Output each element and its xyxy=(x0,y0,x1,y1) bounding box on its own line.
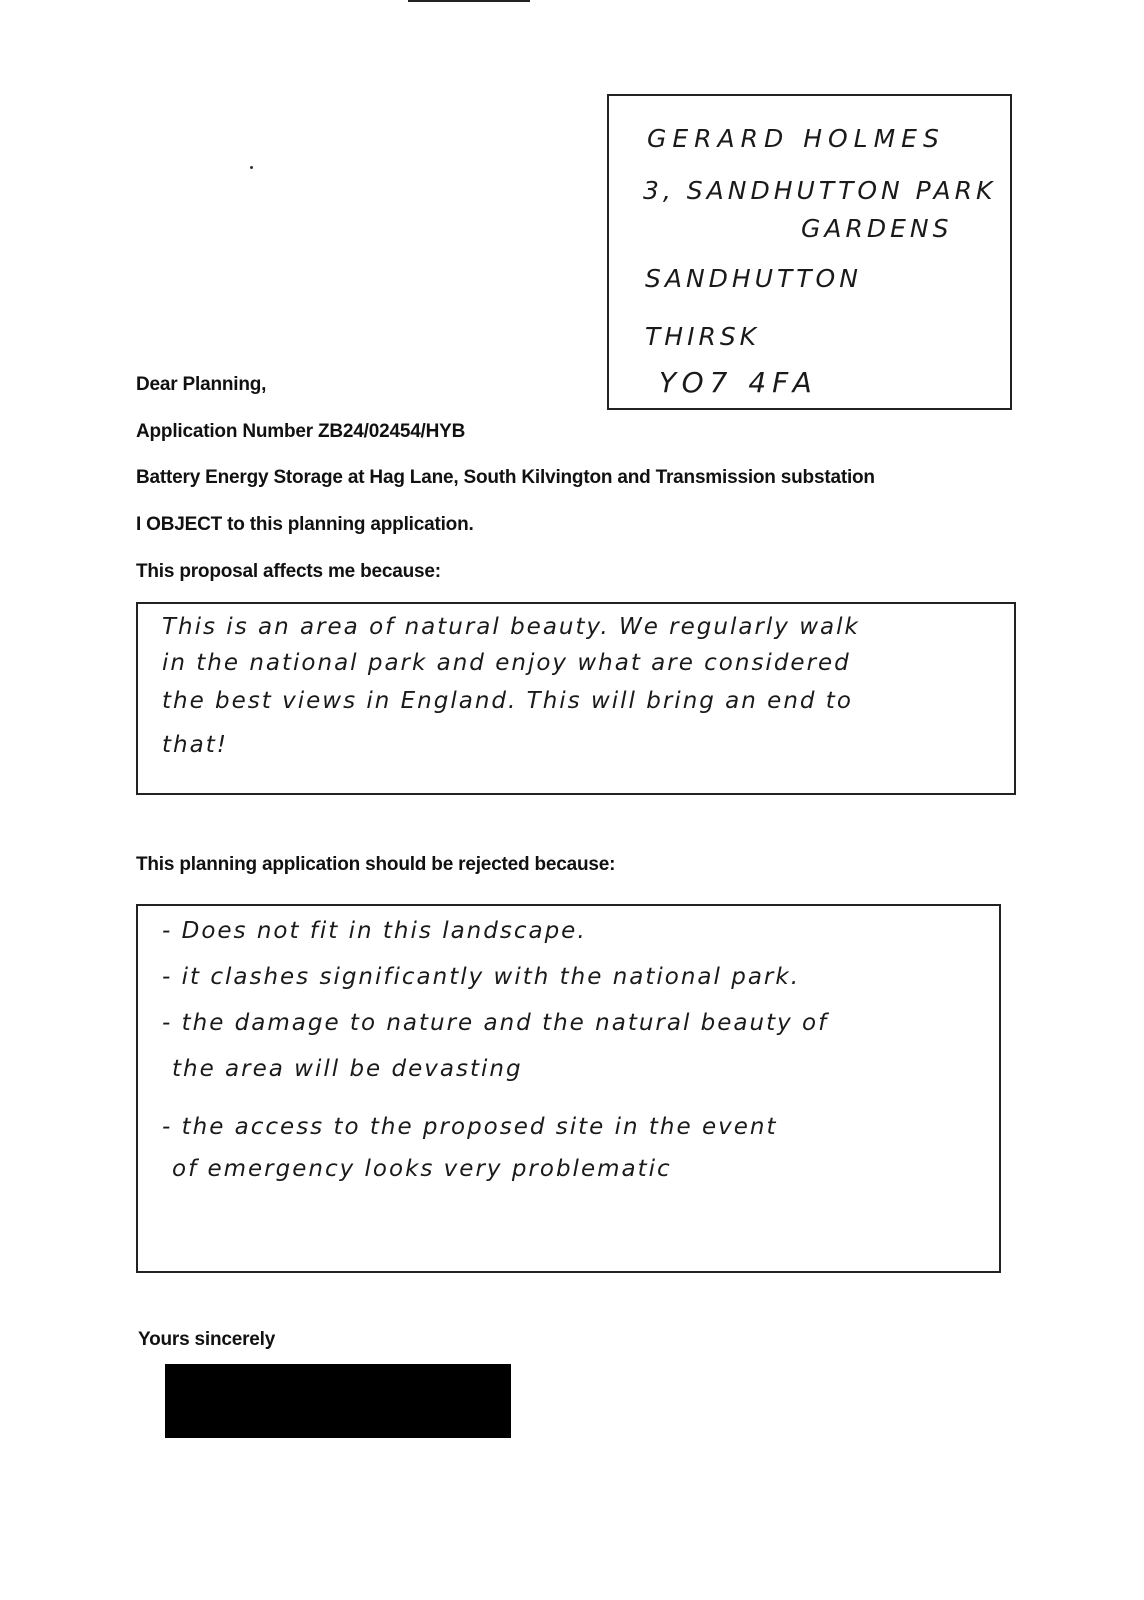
objection-statement: I OBJECT to this planning application. xyxy=(136,514,474,535)
application-subject: Battery Energy Storage at Hag Lane, South Kilvington and Transmission substation xyxy=(136,467,875,488)
rejected-heading: This planning application should be rejected because: xyxy=(136,854,616,875)
rejected-line-4: the area will be devasting xyxy=(172,1056,523,1082)
rejected-line-3: - the damage to nature and the natural beauty of xyxy=(162,1010,829,1036)
rejected-line-2: - it clashes significantly with the national park. xyxy=(162,964,801,990)
affects-line-1: This is an area of natural beauty. We regularly walk xyxy=(162,614,860,640)
salutation: Dear Planning, xyxy=(136,374,267,395)
affects-answer-box xyxy=(136,602,1016,795)
affects-line-4: that! xyxy=(162,732,228,758)
rejected-line-6: of emergency looks very problematic xyxy=(172,1156,672,1182)
affects-line-2: in the national park and enjoy what are considered xyxy=(162,650,851,676)
rejected-line-5: - the access to the proposed site in the event xyxy=(162,1114,778,1140)
closing: Yours sincerely xyxy=(138,1329,276,1350)
address-city: THIRSK xyxy=(645,322,761,351)
affects-line-3: the best views in England. This will bring an end to xyxy=(162,688,853,714)
address-box xyxy=(607,94,1012,410)
rejected-answer-box xyxy=(136,904,1001,1273)
redacted-signature xyxy=(165,1364,511,1438)
address-postcode: YO7 4FA xyxy=(659,366,818,399)
address-town: SANDHUTTON xyxy=(645,264,862,293)
rejected-line-1: - Does not fit in this landscape. xyxy=(162,918,587,944)
address-line-1: 3, SANDHUTTON PARK xyxy=(643,176,997,205)
application-number: Application Number ZB24/02454/HYB xyxy=(136,421,466,442)
top-edge-mark xyxy=(408,0,530,2)
address-line-2: GARDENS xyxy=(801,214,953,243)
sender-name: GERARD HOLMES xyxy=(647,124,945,153)
stray-mark xyxy=(250,166,253,169)
affects-heading: This proposal affects me because: xyxy=(136,561,441,582)
